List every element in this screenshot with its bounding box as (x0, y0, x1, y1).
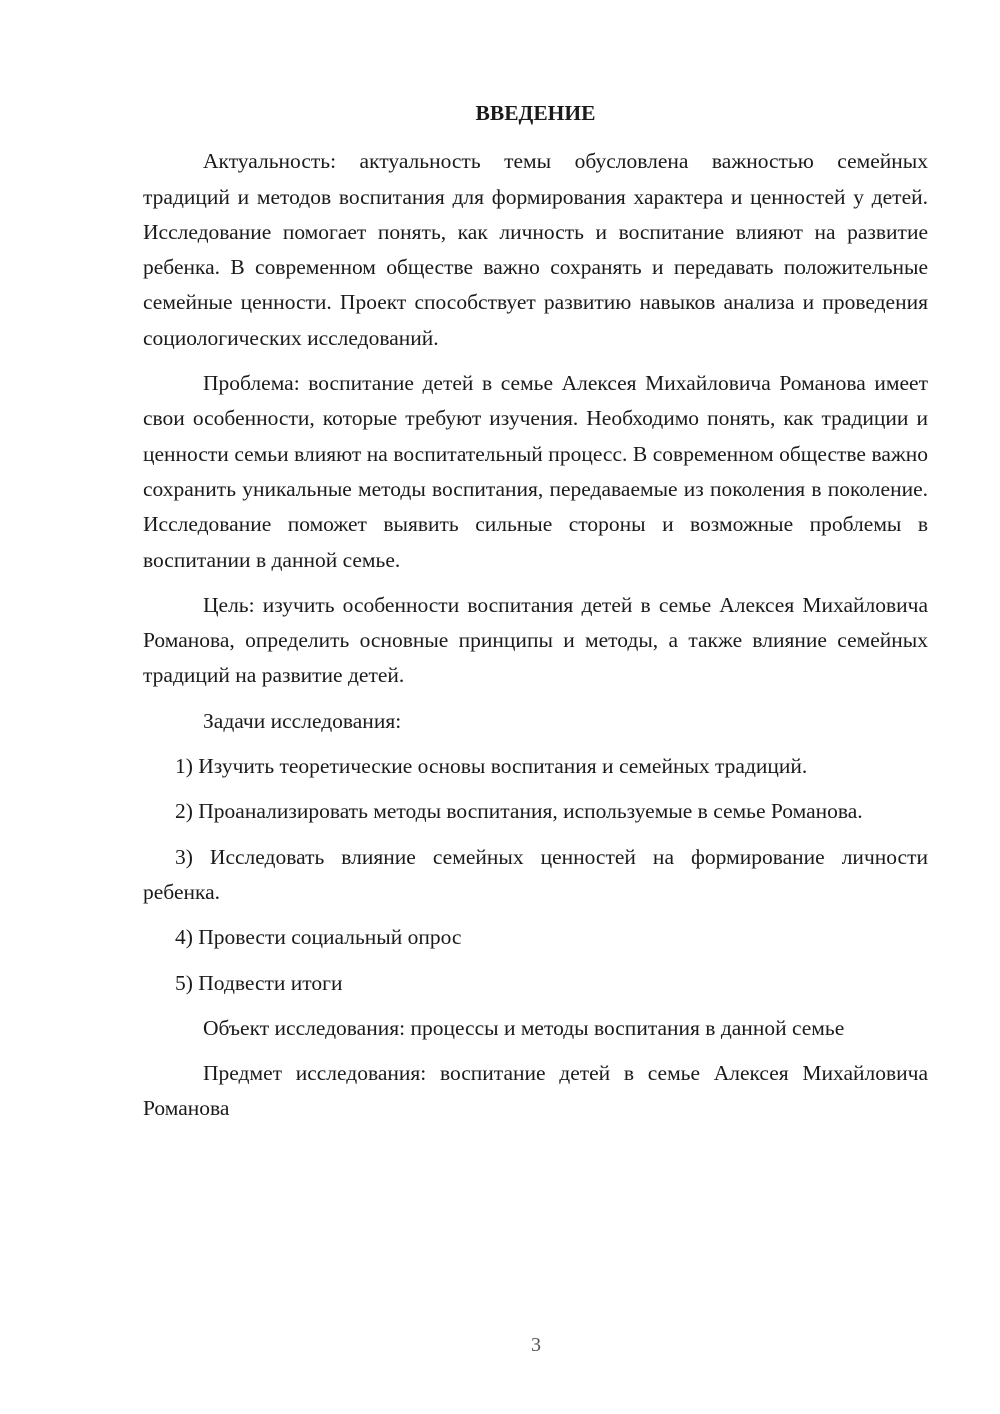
task-item: 2) Проанализировать методы воспитания, используемые в семье Романова. (175, 799, 863, 824)
task-item: 1) Изучить теоретические основы воспитания и семейных традиций. (175, 754, 808, 779)
problem-paragraph: Проблема: воспитание детей в семье Алексея Михайловича Романова имеет свои особенности, которые требуют изучения. Необходимо понять, как традиции и ценности семьи влияют на воспитательный процесс. В современном обществе важно сохранить уникальные методы воспитания, передаваемые из поколения в поколение. Исследование поможет выявить сильные стороны и возможные проблемы в воспитании в данной семье. (143, 371, 928, 572)
task-item: 4) Провести социальный опрос (175, 925, 462, 950)
tasks-list (143, 749, 928, 1001)
page-number: 3 (531, 1334, 541, 1356)
task-item: 5) Подвести итоги (175, 970, 343, 995)
task-item: 3) Исследовать влияние семейных ценностей на формирование личности ребенка. (143, 844, 928, 904)
relevance-paragraph: Актуальность: актуальность темы обусловлена важностью семейных традиций и методов воспитания для формирования характера и ценностей у детей. Исследование помогает понять, как личность и воспитание влияют на развитие ребенка. В современном обществе важно сохранять и передавать положительные семейные ценности. Проект способствует развитию навыков анализа и проведения социологических исследований. (143, 149, 928, 350)
document-page (143, 96, 928, 1137)
tasks-title: Задачи исследования: (203, 708, 402, 733)
section-heading: ВВЕДЕНИЕ (475, 101, 596, 125)
subject-paragraph: Предмет исследования: воспитание детей в семье Алексея Михайловича Романова (143, 1061, 928, 1121)
object-paragraph: Объект исследования: процессы и методы воспитания в данной семье (203, 1015, 845, 1040)
goal-paragraph: Цель: изучить особенности воспитания детей в семье Алексея Михайловича Романова, определить основные принципы и методы, а также влияние семейных традиций на развитие детей. (143, 592, 928, 688)
